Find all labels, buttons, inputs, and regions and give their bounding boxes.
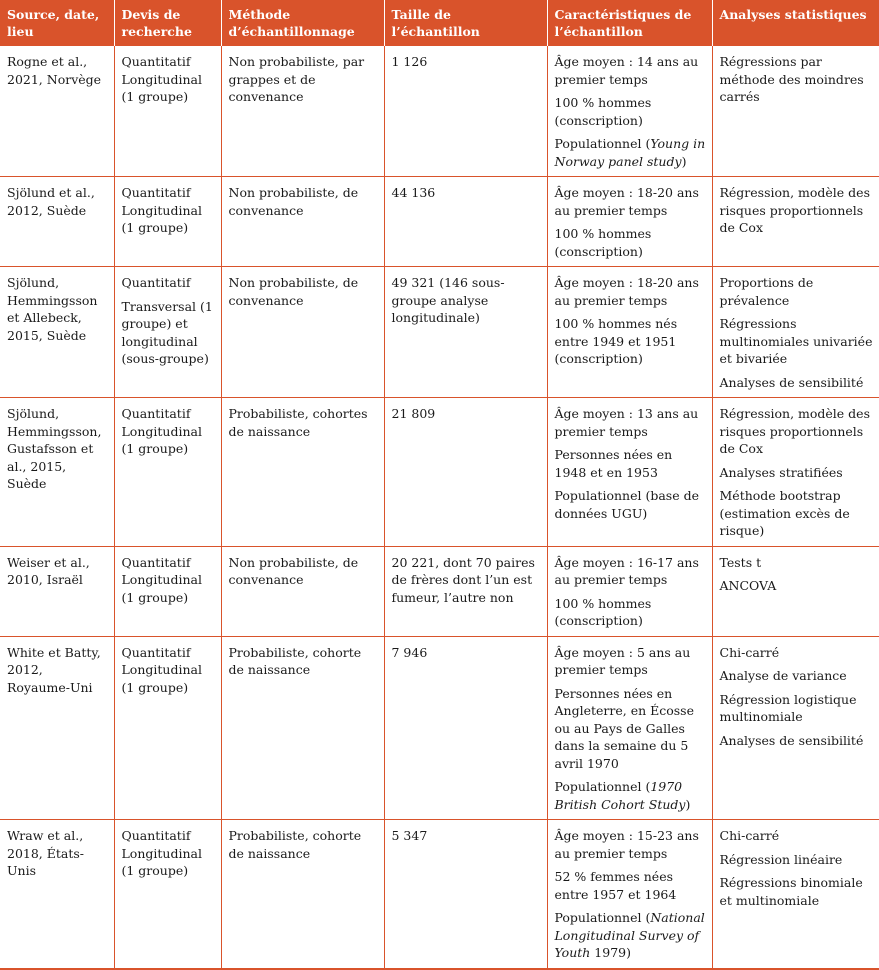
taille-cell bbox=[384, 820, 547, 969]
table-row bbox=[0, 546, 879, 636]
taille-cell bbox=[384, 267, 547, 398]
table-row bbox=[0, 820, 879, 969]
source-cell bbox=[0, 267, 114, 398]
taille-cell bbox=[384, 546, 547, 636]
analyse-text: Régression, modèle des risques proportionnels de Cox bbox=[719, 406, 870, 456]
caracteristique-item bbox=[555, 685, 706, 773]
caracteristique-text: Populationnel ( bbox=[554, 136, 651, 151]
table-row bbox=[0, 636, 879, 820]
caracteristique-text: Âge moyen : 16-17 ans au premier temps bbox=[554, 554, 699, 587]
source-cell bbox=[0, 46, 114, 177]
caracteristique-item bbox=[555, 53, 706, 88]
caracteristique-item bbox=[555, 315, 706, 368]
analyse-text: Méthode bootstrap (estimation excès de risque) bbox=[719, 488, 850, 538]
devis-cell bbox=[114, 820, 221, 969]
source-text: Wraw et al., 2018, États-Unis bbox=[7, 828, 85, 878]
devis-cell bbox=[114, 177, 221, 267]
source-cell bbox=[0, 820, 114, 969]
source-cell bbox=[0, 636, 114, 820]
caracteristique-after: ) bbox=[681, 153, 687, 169]
caracteristique-item bbox=[555, 446, 706, 481]
analyse-text: Tests t bbox=[719, 554, 762, 570]
taille-text: 49 321 (146 sous-groupe analyse longitudinale) bbox=[391, 275, 505, 325]
methode-cell bbox=[221, 820, 384, 969]
methode-text: Non probabiliste, de convenance bbox=[228, 554, 359, 587]
devis-text: Transversal (1 groupe) et longitudinal (sous-groupe) bbox=[121, 298, 213, 366]
taille-cell bbox=[384, 46, 547, 177]
analyse-text: Analyses de sensibilité bbox=[719, 374, 864, 390]
devis-text: Quantitatif Longitudinal (1 groupe) bbox=[121, 644, 202, 695]
header-analyses: Analyses statistiques bbox=[712, 0, 879, 46]
caracteristique-text: Populationnel ( bbox=[554, 910, 651, 925]
caracteristique-item bbox=[555, 225, 706, 260]
caracteristique-item bbox=[555, 595, 706, 630]
caracteristique-text: Âge moyen : 13 ans au premier temps bbox=[554, 406, 699, 439]
methode-text: Non probabiliste, de convenance bbox=[228, 275, 359, 308]
source-text: Weiser et al., 2010, Israël bbox=[7, 554, 90, 587]
caracteristique-item bbox=[555, 184, 706, 219]
caracteristique-text: 100 % hommes (conscription) bbox=[554, 95, 652, 128]
caracteristique-item bbox=[555, 868, 706, 903]
devis-cell bbox=[114, 46, 221, 177]
caracteristique-text: Populationnel ( bbox=[554, 779, 651, 794]
devis-text: Quantitatif Longitudinal (1 groupe) bbox=[121, 406, 202, 456]
table-body bbox=[0, 46, 879, 969]
source-text: White et Batty, 2012, Royaume-Uni bbox=[7, 644, 101, 695]
caracteristique-item bbox=[555, 274, 706, 309]
methode-text: Non probabiliste, par grappes et de convenance bbox=[228, 54, 365, 104]
methode-cell bbox=[221, 46, 384, 177]
devis-text: Quantitatif bbox=[121, 275, 191, 290]
table-header-row bbox=[0, 0, 879, 46]
methode-cell bbox=[221, 398, 384, 547]
methode-cell bbox=[221, 636, 384, 820]
analyse-text: Analyse de variance bbox=[719, 668, 847, 683]
caracteristiques-cell bbox=[547, 636, 712, 820]
devis-text: Quantitatif Longitudinal (1 groupe) bbox=[121, 554, 202, 605]
devis-cell bbox=[114, 636, 221, 820]
devis-cell bbox=[114, 546, 221, 636]
source-cell bbox=[0, 398, 114, 547]
caracteristique-item bbox=[555, 94, 706, 129]
taille-text: 5 347 bbox=[391, 828, 428, 843]
taille-cell bbox=[384, 398, 547, 547]
source-text: Sjölund, Hemmingsson et Allebeck, 2015, Suède bbox=[7, 275, 98, 343]
analyses-cell bbox=[712, 820, 879, 969]
taille-text: 44 136 bbox=[391, 185, 436, 200]
taille-cell bbox=[384, 636, 547, 820]
analyse-text: Régressions binomiale et multinomiale bbox=[719, 875, 863, 908]
table-row bbox=[0, 177, 879, 267]
methode-text: Non probabiliste, de convenance bbox=[228, 185, 359, 218]
source-cell bbox=[0, 177, 114, 267]
methode-text: Probabiliste, cohorte de naissance bbox=[228, 828, 362, 861]
devis-cell bbox=[114, 398, 221, 547]
caracteristique-text: Âge moyen : 15-23 ans au premier temps bbox=[554, 828, 699, 861]
analyse-text: Chi-carré bbox=[719, 644, 780, 660]
caracteristique-italic: Young in Norway panel study bbox=[554, 136, 706, 169]
caracteristique-after: ) bbox=[685, 796, 691, 812]
caracteristique-text: Âge moyen : 18-20 ans au premier temps bbox=[554, 275, 699, 308]
caracteristique-text: 100 % hommes (conscription) bbox=[554, 595, 652, 628]
analyses-cell bbox=[712, 398, 879, 547]
table-row bbox=[0, 398, 879, 547]
analyse-text: Régression, modèle des risques proportionnels de Cox bbox=[719, 185, 870, 235]
analyses-cell bbox=[712, 546, 879, 636]
analyse-text: Régressions multinomiales univariée et bivariée bbox=[719, 316, 873, 366]
analyses-cell bbox=[712, 636, 879, 820]
caracteristique-italic: National Longitudinal Survey of Youth bbox=[554, 910, 705, 960]
analyse-text: Régression logistique multinomiale bbox=[719, 691, 857, 724]
analyse-text: Régression linéaire bbox=[719, 851, 843, 867]
caracteristiques-cell bbox=[547, 267, 712, 398]
analyse-text: Proportions de prévalence bbox=[719, 275, 814, 308]
caracteristique-italic: 1970 British Cohort Study bbox=[554, 779, 686, 812]
caracteristique-item bbox=[555, 909, 706, 962]
caracteristique-item bbox=[555, 644, 706, 679]
taille-text: 7 946 bbox=[391, 644, 428, 660]
caracteristiques-cell bbox=[547, 820, 712, 969]
taille-text: 21 809 bbox=[391, 406, 436, 421]
caracteristique-text: 100 % hommes (conscription) bbox=[554, 226, 652, 259]
caracteristique-text: Âge moyen : 5 ans au premier temps bbox=[554, 644, 691, 677]
header-methode: Méthode d’échantillonnage bbox=[221, 0, 384, 46]
devis-text: Quantitatif Longitudinal (1 groupe) bbox=[121, 54, 202, 104]
caracteristiques-cell bbox=[547, 46, 712, 177]
caracteristique-text: Personnes nées en 1948 et en 1953 bbox=[554, 447, 673, 480]
analyse-text: Régressions par méthode des moindres carrés bbox=[719, 54, 864, 104]
caracteristique-item bbox=[555, 135, 706, 170]
analyses-cell bbox=[712, 177, 879, 267]
header-devis: Devis de recherche bbox=[114, 0, 221, 46]
caracteristique-after: 1979) bbox=[590, 945, 631, 960]
caracteristique-text: Âge moyen : 14 ans au premier temps bbox=[554, 54, 699, 87]
caracteristique-text: 52 % femmes nées entre 1957 et 1964 bbox=[554, 869, 677, 902]
caracteristiques-cell bbox=[547, 546, 712, 636]
table-row bbox=[0, 267, 879, 398]
analyse-text: Analyses de sensibilité bbox=[719, 732, 864, 748]
devis-text: Quantitatif Longitudinal (1 groupe) bbox=[121, 828, 202, 878]
analyse-text: Analyses stratifiées bbox=[719, 464, 843, 480]
methode-text: Probabiliste, cohortes de naissance bbox=[228, 406, 368, 439]
analyses-cell bbox=[712, 46, 879, 177]
taille-text: 20 221, dont 70 paires de frères dont l’un est fumeur, l’autre non bbox=[391, 554, 535, 605]
analyse-text: Chi-carré bbox=[719, 828, 780, 843]
devis-cell bbox=[114, 267, 221, 398]
devis-text: Quantitatif Longitudinal (1 groupe) bbox=[121, 185, 202, 235]
header-caracteristiques: Caractéristiques de l’échantillon bbox=[547, 0, 712, 46]
caracteristiques-cell bbox=[547, 177, 712, 267]
source-text: Sjölund et al., 2012, Suède bbox=[7, 185, 95, 218]
analyse-text: ANCOVA bbox=[719, 578, 777, 593]
source-cell bbox=[0, 546, 114, 636]
caracteristique-text: Personnes nées en Angleterre, en Écosse ou au Pays de Galles dans la semaine du 5 avril 1970 bbox=[554, 685, 694, 771]
caracteristique-item bbox=[555, 778, 706, 813]
caracteristique-item bbox=[555, 827, 706, 862]
methode-cell bbox=[221, 177, 384, 267]
table-row bbox=[0, 46, 879, 177]
caracteristique-text: Âge moyen : 18-20 ans au premier temps bbox=[554, 185, 699, 218]
caracteristique-item bbox=[555, 554, 706, 589]
caracteristique-item bbox=[555, 405, 706, 440]
taille-text: 1 126 bbox=[391, 54, 428, 69]
header-source: Source, date, lieu bbox=[0, 0, 114, 46]
caracteristique-text: Populationnel (base de données UGU) bbox=[554, 488, 699, 521]
methode-cell bbox=[221, 546, 384, 636]
caracteristique-item bbox=[555, 487, 706, 522]
caracteristique-text: 100 % hommes nés entre 1949 et 1951 (conscription) bbox=[554, 316, 678, 366]
source-text: Sjölund, Hemmingsson, Gustafsson et al., 2015, Suède bbox=[7, 406, 102, 491]
caracteristiques-cell bbox=[547, 398, 712, 547]
methode-text: Probabiliste, cohorte de naissance bbox=[228, 644, 362, 677]
methode-cell bbox=[221, 267, 384, 398]
header-taille: Taille de l’échantillon bbox=[384, 0, 547, 46]
taille-cell bbox=[384, 177, 547, 267]
analyses-cell bbox=[712, 267, 879, 398]
source-text: Rogne et al., 2021, Norvège bbox=[7, 54, 102, 87]
